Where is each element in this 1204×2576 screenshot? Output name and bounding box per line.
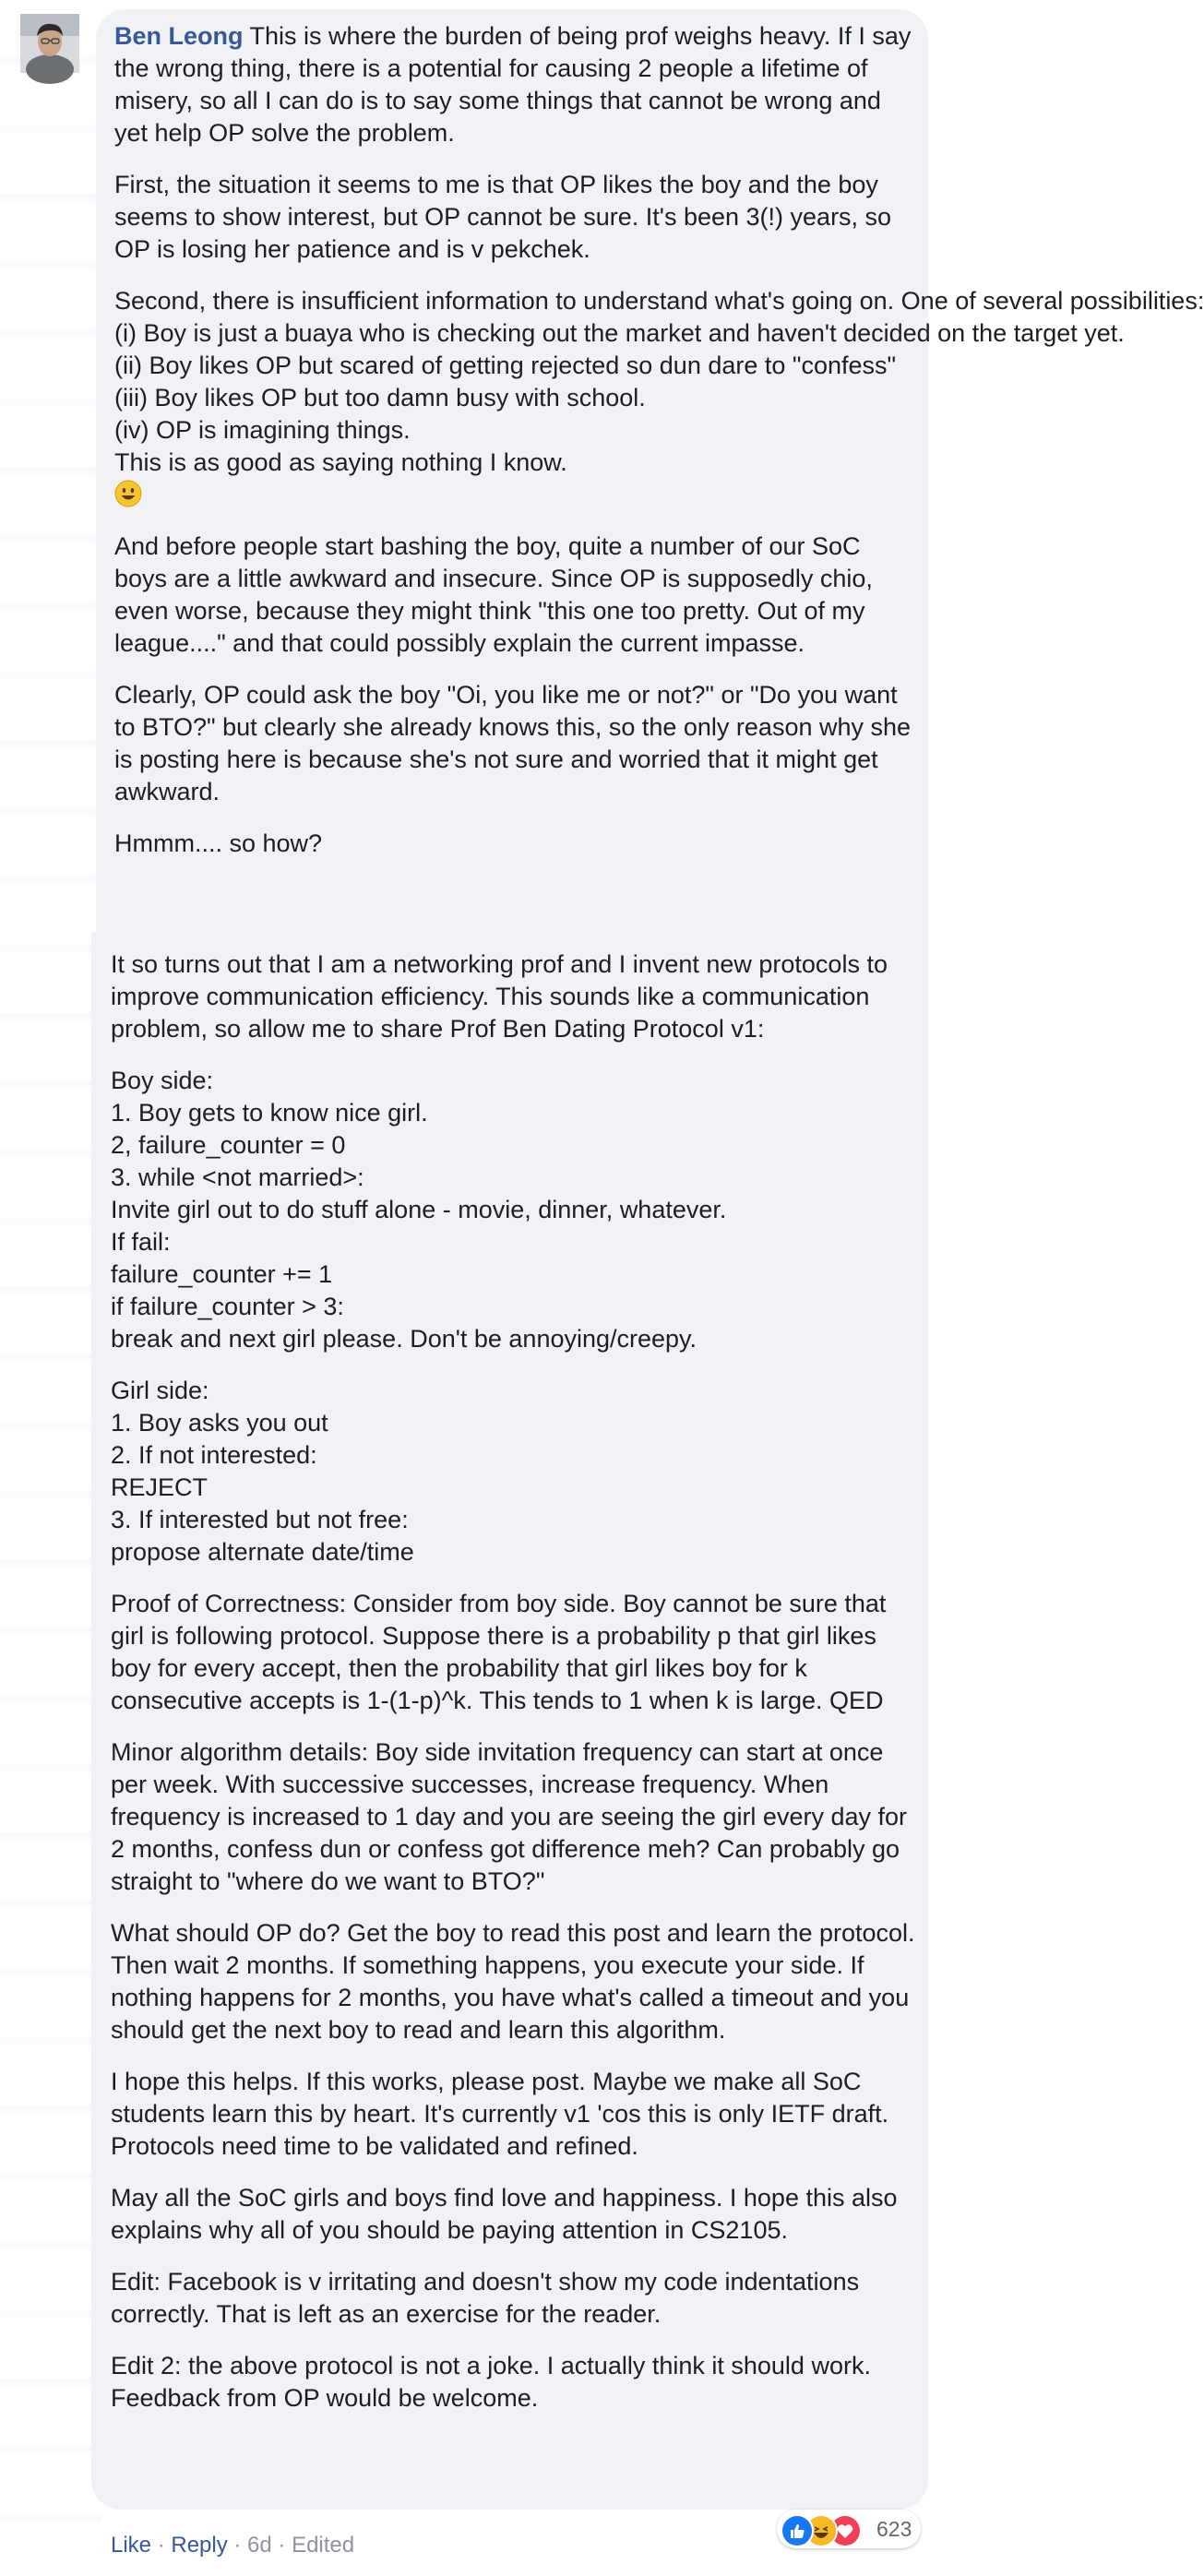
paragraph <box>111 1375 915 1568</box>
paragraph <box>111 2266 915 2331</box>
top-paragraphs <box>114 169 1204 860</box>
edited-label[interactable]: Edited <box>292 2533 355 2558</box>
paragraph <box>111 1917 915 2046</box>
paragraph-line: 1. Boy gets to know nice girl. <box>111 1099 428 1127</box>
paragraph-line: First, the situation it seems to me is that OP likes the boy and the boy seems to show interest, but OP cannot be sure. It's been 3(!) years, so OP is losing her patience and is v pekchek. <box>114 171 892 263</box>
intro-text: This is where the burden of being prof weighs heavy. If I say the wrong thing, there is a potential for causing 2 people a lifetime of misery, so all I can do is to say some things that cannot be wrong and yet help OP solve the problem. <box>114 22 912 147</box>
paragraph <box>111 1736 915 1898</box>
background-texture <box>0 0 101 2576</box>
paragraph-line: Invite girl out to do stuff alone - movie, dinner, whatever. <box>111 1196 727 1223</box>
paragraph-line: Minor algorithm details: Boy side invitation frequency can start at once per week. With successive successes, increase frequency. When frequency is increased to 1 day and you are seeing the girl every day for 2 months, confess dun or confess got difference meh? Can probably go straight to "where do we want to BTO?" <box>111 1738 907 1895</box>
separator: · <box>151 2533 172 2558</box>
comment-intro <box>114 20 915 149</box>
separator: · <box>227 2533 248 2558</box>
paragraph-line: propose alternate date/time <box>111 1538 414 1566</box>
paragraph <box>111 2066 915 2163</box>
paragraph-line: (ii) Boy likes OP but scared of getting rejected so dun dare to "confess" <box>114 352 897 379</box>
paragraph-line: (iv) OP is imagining things. <box>114 416 411 444</box>
paragraph-line: 2. If not interested: <box>111 1441 317 1469</box>
comment-actions <box>111 2532 354 2559</box>
comment-body-bottom <box>111 948 915 2434</box>
paragraph <box>114 285 1204 511</box>
like-link[interactable]: Like <box>111 2533 152 2558</box>
paragraph-line: Edit: Facebook is v irritating and doesn't show my code indentations correctly. That is left as an exercise for the reader. <box>111 2268 860 2328</box>
paragraph-line: Clearly, OP could ask the boy "Oi, you like me or not?" or "Do you want to BTO?" but clearly she already knows this, so the only reason why she is posting here is because she's not sure and worried that it might get awkward. <box>114 681 912 805</box>
paragraph-line: if failure_counter > 3: <box>111 1293 344 1320</box>
avatar[interactable] <box>20 14 79 73</box>
reactions-summary[interactable] <box>777 2510 921 2548</box>
smiley-icon <box>114 480 142 507</box>
profile-photo <box>20 14 79 73</box>
reply-link[interactable]: Reply <box>171 2533 228 2558</box>
comment-body-top <box>114 20 1204 879</box>
paragraph-line: What should OP do? Get the boy to read this post and learn the protocol. Then wait 2 months. If something happens, you execute your side. If nothing happens for 2 months, you have what's called a timeout and you should get the next boy to read and learn this algorithm. <box>111 1919 915 2044</box>
paragraph-line: break and next girl please. Don't be annoying/creepy. <box>111 1325 697 1353</box>
paragraph-line: (iii) Boy likes OP but too damn busy with school. <box>114 384 646 411</box>
author-name[interactable]: Ben Leong <box>114 22 244 50</box>
paragraph-line: If fail: <box>111 1228 171 1256</box>
paragraph-line: Girl side: <box>111 1377 209 1404</box>
paragraph <box>111 2182 915 2247</box>
bottom-paragraphs <box>111 948 915 2415</box>
paragraph <box>111 948 915 1045</box>
paragraph-line: 2, failure_counter = 0 <box>111 1131 346 1159</box>
paragraph-line: This is as good as saying nothing I know. <box>114 448 567 476</box>
paragraph <box>114 828 915 860</box>
paragraph-line: May all the SoC girls and boys find love and happiness. I hope this also explains why all of you should be paying attention in CS2105. <box>111 2184 898 2244</box>
like-icon <box>781 2514 814 2547</box>
paragraph <box>111 1065 915 1355</box>
paragraph <box>114 679 915 808</box>
reaction-count[interactable]: 623 <box>876 2517 912 2541</box>
paragraph-line: (i) Boy is just a buaya who is checking out the market and haven't decided on the target yet. <box>114 319 1125 347</box>
paragraph-line: Hmmm.... so how? <box>114 829 323 857</box>
paragraph-line: 3. while <not married>: <box>111 1163 364 1191</box>
paragraph-line: Proof of Correctness: Consider from boy side. Boy cannot be sure that girl is following protocol. Suppose there is a probability p that girl likes boy for every accept, then the probability that girl likes boy for k consecutive accepts is 1-(1-p)^k. This tends to 1 when k is large. QED <box>111 1590 887 1714</box>
paragraph-line: Second, there is insufficient information to understand what's going on. One of several possibilities: <box>114 287 1204 315</box>
paragraph <box>114 531 915 660</box>
paragraph-line: 3. If interested but not free: <box>111 1506 409 1533</box>
timestamp[interactable]: 6d <box>247 2533 272 2558</box>
paragraph <box>114 169 915 266</box>
separator: · <box>271 2533 292 2558</box>
paragraph-line: It so turns out that I am a networking prof and I invent new protocols to improve communication efficiency. This sounds like a communication problem, so allow me to share Prof Ben Dating Protocol v1: <box>111 950 888 1043</box>
paragraph-line: 1. Boy asks you out <box>111 1409 328 1437</box>
paragraph-line: failure_counter += 1 <box>111 1260 333 1288</box>
paragraph <box>111 1588 915 1717</box>
paragraph-line: Boy side: <box>111 1067 214 1094</box>
paragraph-line: Edit 2: the above protocol is not a joke. I actually think it should work. Feedback from OP would be welcome. <box>111 2352 871 2412</box>
paragraph-line: And before people start bashing the boy, quite a number of our SoC boys are a little awkward and insecure. Since OP is supposedly chio, even worse, because they might think "this one too pretty. Out of my league...." and that could possibly explain the current impasse. <box>114 532 873 657</box>
paragraph <box>111 2350 915 2415</box>
paragraph-line: I hope this helps. If this works, please post. Maybe we make all SoC students learn this by heart. It's currently v1 'cos this is only IETF draft. Protocols need time to be validated and refined. <box>111 2068 889 2160</box>
paragraph-line: REJECT <box>111 1473 209 1501</box>
